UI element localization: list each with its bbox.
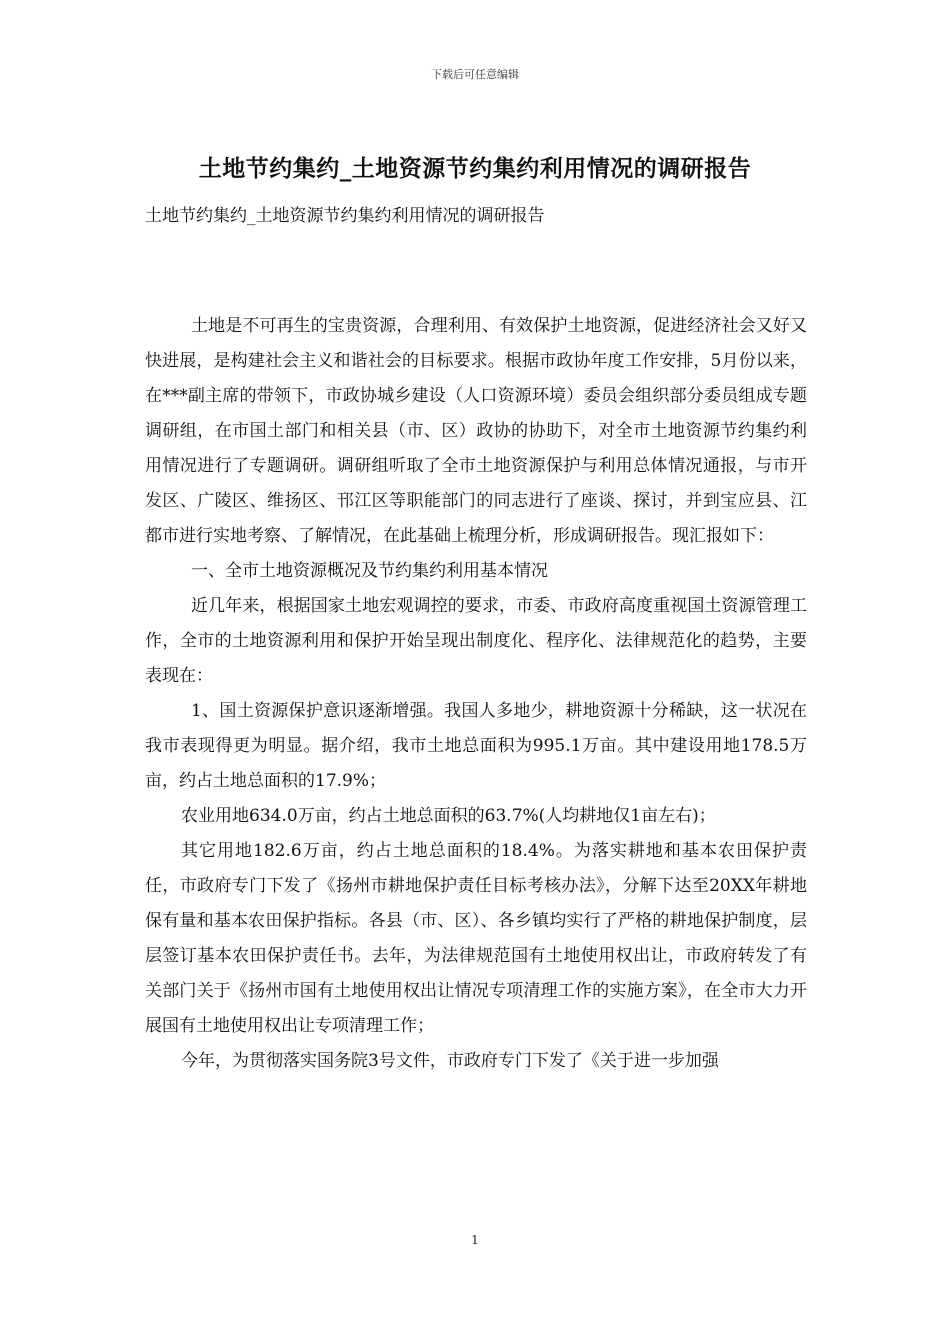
paragraph-intro: 土地是不可再生的宝贵资源，合理利用、有效保护土地资源，促进经济社会又好又快进展，是构建社会主义和谐社会的目标要求。根据市政协年度工作安排，5月份以来，在***副主席的带领下，市政协城乡建设（人口资源环境）委员会组织部分委员组成专题调研组，在市国土部门和相关县（市、区）政协的协助下，对全市土地资源节约集约利用情况进行了专题调研。调研组听取了全市土地资源保护与利用总体情况通报，与市开发区、广陵区、维扬区、邗江区等职能部门的同志进行了座谈、探讨，并到宝应县、江都市进行实地考察、了解情况，在此基础上梳理分析，形成调研报告。现汇报如下： [145,316,807,546]
paragraph-overview: 近几年来，根据国家土地宏观调控的要求，市委、市政府高度重视国土资源管理工作，全市的土地资源利用和保护开始呈现出制度化、程序化、法律规范化的趋势，主要表现在： [145,596,807,686]
document-subtitle: 土地节约集约_土地资源节约集约利用情况的调研报告 [145,206,545,226]
document-body [145,309,807,1079]
page-number: 1 [471,1233,479,1247]
paragraph-this-year: 今年，为贯彻落实国务院3号文件，市政府专门下发了《关于进一步加强 [181,1051,719,1071]
paragraph-agricultural-land: 农业用地634.0万亩，约占土地总面积的63.7%(人均耕地仅1亩左右)； [181,806,716,826]
header-note: 下载后可任意编辑 [431,68,519,81]
paragraph-other-land: 其它用地182.6万亩，约占土地总面积的18.4%。为落实耕地和基本农田保护责任，市政府专门下发了《扬州市耕地保护责任目标考核办法》，分解下达至20XX年耕地保有量和基本农田保护指标。各县（市、区）、各乡镇均实行了严格的耕地保护制度，层层签订基本农田保护责任书。去年，为法律规范国有土地使用权出让，市政府转发了有关部门关于《扬州市国有土地使用权出让情况专项清理工作的实施方案》，在全市大力开展国有土地使用权出让专项清理工作； [145,841,807,1036]
section-heading-1: 一、全市土地资源概况及节约集约利用基本情况 [191,561,548,581]
document-title: 土地节约集约_土地资源节约集约利用情况的调研报告 [198,156,752,182]
paragraph-point-1: 1、国土资源保护意识逐渐增强。我国人多地少，耕地资源十分稀缺，这一状况在我市表现得更为明显。据介绍，我市土地总面积为995.1万亩。其中建设用地178.5万亩，约占土地总面积的17.9%； [145,701,807,791]
